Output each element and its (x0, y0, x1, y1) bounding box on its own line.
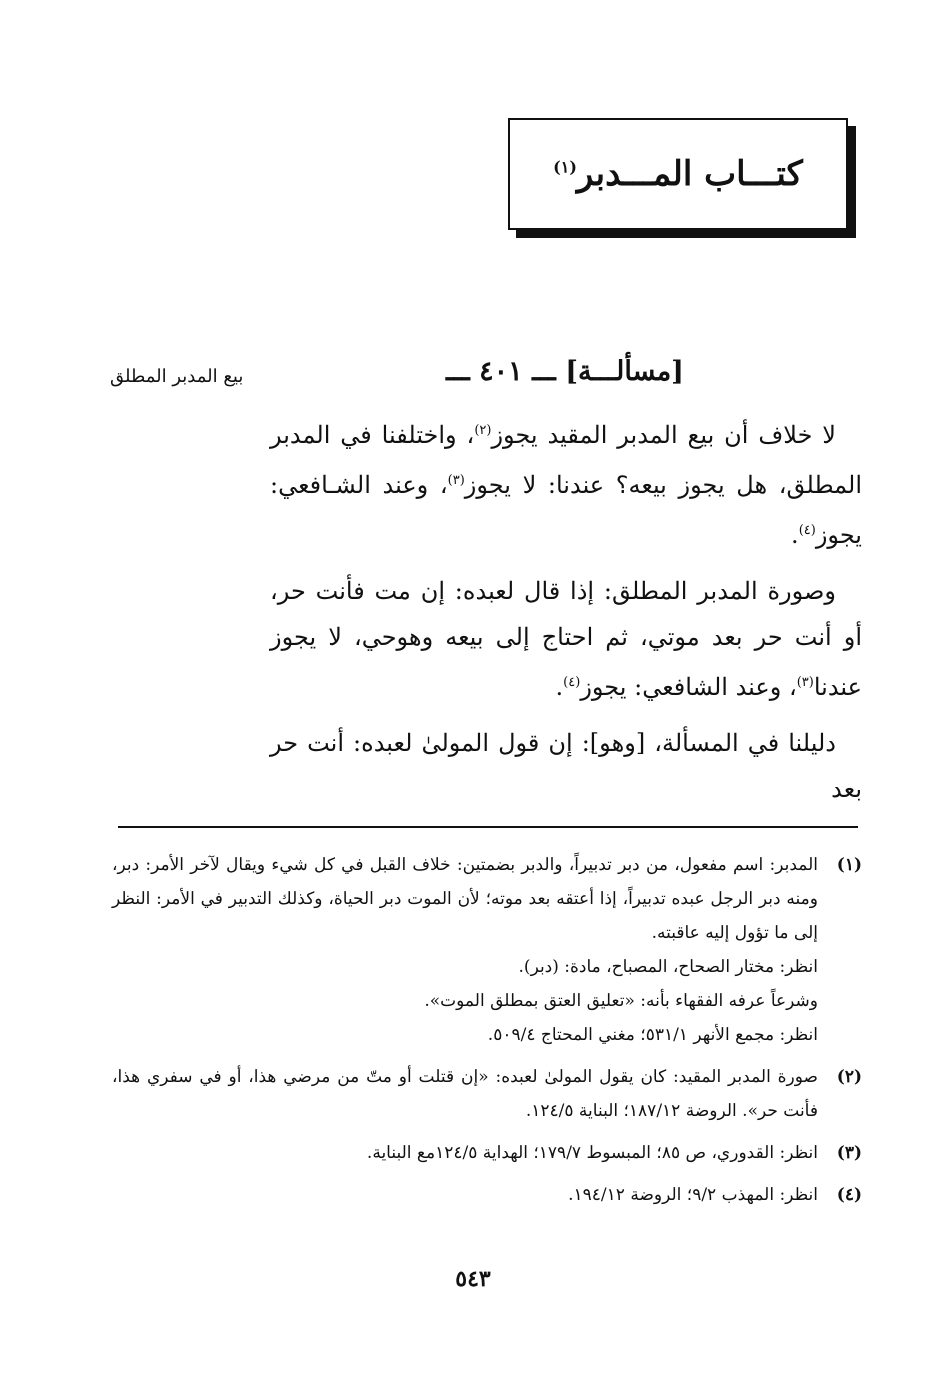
page-number: ٥٤٣ (455, 1266, 491, 1292)
paragraph-2-text-b: ، وعند الشافعي: يجوز (580, 673, 797, 701)
footnote-4 (112, 1178, 862, 1212)
chapter-title (553, 154, 803, 194)
chapter-title-note-ref: (١) (553, 157, 577, 177)
paragraph-1 (270, 408, 862, 558)
footnote-ref-2: (٢) (474, 423, 492, 438)
footnote-line: انظر: مختار الصحاح، المصباح، مادة: (دبر). (518, 957, 818, 977)
footnote-line: انظر: مجمع الأنهر ٥٣١/١؛ مغني المحتاج ٥٠٩/٤. (487, 1025, 818, 1045)
footnote-line: انظر: القدوري، ص ٨٥؛ المبسوط ١٧٩/٧؛ الهداية ١٢٤/٥مع البناية. (366, 1143, 818, 1163)
footnote-line: صورة المدبر المقيد: كان يقول المولىٰ لعبده: «إن قتلت أو متّ من مرضي هذا، أو في سفري هذا، فأنت حر». الروضة ١٨٧/١٢؛ البناية ١٢٤/٥. (112, 1067, 818, 1121)
footnote-ref-3b: (٣) (796, 675, 814, 690)
footnote-1 (112, 848, 862, 1052)
footnote-ref-4b: (٤) (563, 675, 581, 690)
footnote-number: (١) (836, 855, 862, 875)
paragraph-1-text-c: ، وعند الشـافعي: يجوز (270, 471, 862, 549)
paragraph-1-text-a: لا خلاف أن بيع المدبر المقيد يجوز (491, 421, 836, 449)
chapter-title-box (508, 118, 848, 230)
footnotes (112, 848, 862, 1220)
margin-note: بيع المدبر المطلق (110, 366, 244, 387)
footnote-number: (٢) (836, 1067, 862, 1087)
footnote-3 (112, 1136, 862, 1170)
paragraph-2-text-a: وصورة المدبر المطلق: إذا قال لعبده: إن مت فأنت حر، أو أنت حر بعد موتي، ثم احتاج إلى بيعه وهوحي، لا يجوز عندنا (270, 577, 862, 701)
paragraph-3 (270, 720, 862, 812)
footnote-number: (٣) (836, 1143, 862, 1163)
footnote-line: وشرعاً عرفه الفقهاء بأنه: «تعليق العتق بمطلق الموت». (424, 991, 818, 1011)
footnote-line: المدبر: اسم مفعول، من دبر تدبيراً، والدبر بضمتين: خلاف القبل في كل شيء ويقال لآخر الأمر: دبر، ومنه دبر الرجل عبده تدبيراً، إذا أعتقه بعد موته؛ لأن الموت دبر الحياة، وكذلك التدبير في الأمر: النظر إلى ما تؤول إليه عاقبته. (112, 855, 818, 943)
paragraph-1-text-b: ، واختلفنا في المدبر المطلق، هل يجوز بيعه؟ عندنا: لا يجوز (270, 421, 862, 499)
paragraph-2 (270, 568, 862, 710)
footnote-line: انظر: المهذب ٩/٢؛ الروضة ١٩٤/١٢. (568, 1185, 818, 1205)
footnote-ref-3: (٣) (447, 473, 465, 488)
paragraph-2-text-c: . (555, 673, 564, 701)
main-text (270, 408, 862, 822)
footnote-2 (112, 1060, 862, 1128)
issue-heading: [مسألـــة] ـــ ٤٠١ ـــ (446, 356, 684, 387)
footnote-number: (٤) (836, 1185, 862, 1205)
chapter-title-text: كتـــاب المـــدبر (576, 154, 803, 194)
paragraph-1-text-d: . (791, 521, 799, 549)
footnote-divider (118, 826, 858, 828)
footnote-ref-4: (٤) (798, 523, 816, 538)
paragraph-3-text: دليلنا في المسألة، [وهو]: إن قول المولىٰ لعبده: أنت حر بعد (270, 729, 862, 803)
